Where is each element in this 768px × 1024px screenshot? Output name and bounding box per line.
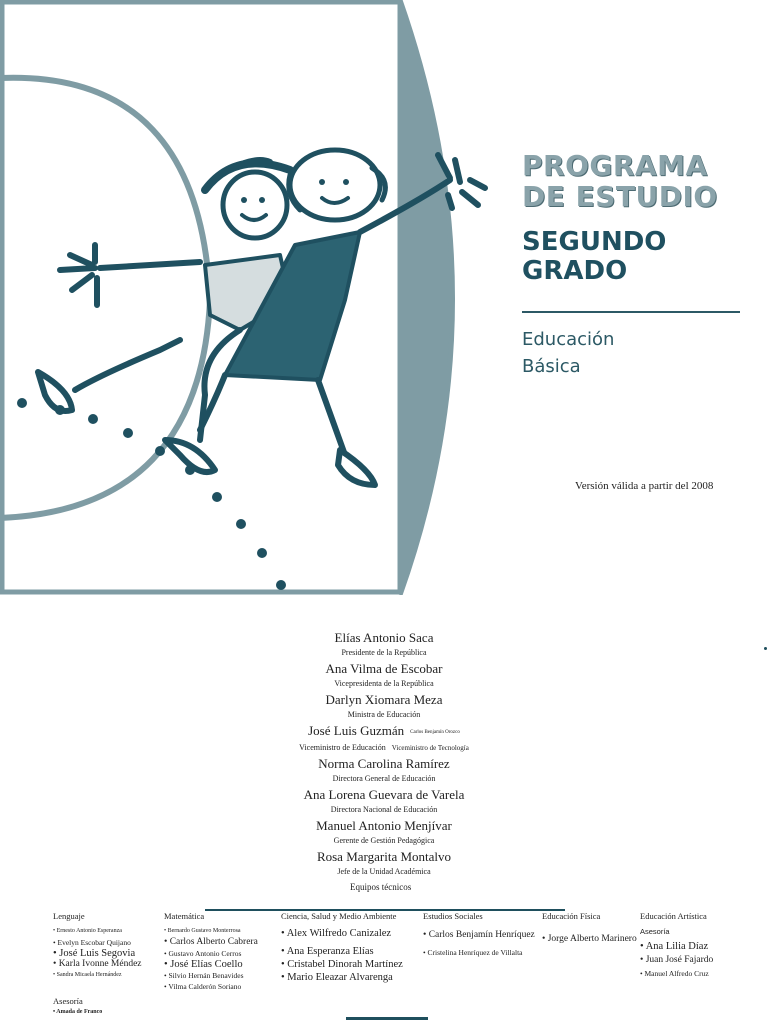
program-title [522, 150, 718, 212]
credit-role: Ministra de Educación [347, 710, 421, 719]
credit-role: Presidente de la República [341, 648, 427, 657]
credit-name: Elías Antonio Saca [334, 630, 434, 645]
team-member: • Carlos Alberto Cabrera [164, 937, 258, 947]
team-member: • Carlos Benjamín Henríquez [423, 930, 535, 940]
team-member: • Ana Esperanza Elías [281, 946, 374, 957]
team-title: Matemática [164, 911, 205, 921]
team-member: • Evelyn Escobar Quijano [53, 938, 131, 947]
team-member: • Ana Lilia Díaz [640, 941, 709, 952]
team-member: • Mario Eleazar Alvarenga [281, 972, 393, 983]
team-fisica [542, 910, 637, 952]
credit-role: Viceministro de Educación [299, 742, 386, 752]
credit-name: Ana Vilma de Escobar [325, 661, 443, 676]
team-title: Estudios Sociales [423, 911, 483, 921]
team-lenguaje [53, 910, 142, 1018]
credit-role: Gerente de Gestión Pedagógica [333, 835, 435, 845]
team-member: • Karla Ivonne Méndez [53, 959, 142, 969]
team-matematica [164, 910, 258, 992]
team-member: • Manuel Alfredo Cruz [640, 969, 709, 978]
footprint-dots [17, 398, 286, 590]
credit-role: Vicepresidenta de la República [334, 679, 434, 688]
credit-name: Ana Lorena Guevara de Varela [303, 786, 465, 802]
education-level [522, 326, 614, 380]
team-member: • Juan José Fajardo [640, 955, 714, 965]
grade-line-2: GRADO [522, 256, 628, 286]
team-title: Lenguaje [53, 911, 85, 921]
footer-rule [346, 1017, 428, 1020]
credit-name: Darlyn Xiomara Meza [325, 692, 443, 707]
credit-role: Directora General de Educación [332, 773, 436, 783]
team-ciencia [281, 910, 403, 984]
team-title: Educación Artística [640, 911, 707, 921]
credit-name-row [194, 723, 574, 740]
title-line-2: DE ESTUDIO [522, 180, 718, 213]
team-member: • Bernardo Gustavo Monterrosa [164, 928, 241, 934]
team-member: • Cristelina Henríquez de Villalta [423, 948, 523, 957]
credits-list [194, 630, 574, 880]
team-title: Ciencia, Salud y Medio Ambiente [281, 911, 397, 921]
team-title: Asesoría [53, 996, 83, 1006]
team-member: • Vilma Calderón Soriano [164, 982, 242, 991]
team-member: • Gustavo Antonio Cerros [164, 949, 242, 958]
grade-line-1: SEGUNDO [522, 227, 667, 257]
team-member: • José Luis Segovia [53, 948, 136, 959]
title-divider [522, 311, 740, 313]
level-line-1: Educación [522, 329, 615, 350]
team-member: • Sandra Micaela Hernández [53, 972, 122, 978]
margin-dot [764, 647, 767, 650]
credit-entry [194, 630, 574, 661]
team-subtitle: Asesoría [640, 927, 670, 936]
version-note: Versión válida a partir del 2008 [575, 480, 714, 492]
credit-role-row [194, 740, 574, 756]
credit-entry [194, 756, 574, 787]
team-artistica [640, 910, 713, 980]
team-member: • José Elías Coello [164, 959, 243, 970]
team-member: • Alex Wilfredo Canizalez [281, 928, 392, 939]
credit-side-name: Carlos Benjamín Orozco [410, 729, 460, 735]
team-member: • Cristabel Dinorah Martínez [281, 959, 403, 970]
team-member: • Silvio Hernán Benavides [164, 971, 244, 980]
credit-entry [194, 723, 574, 756]
level-line-2: Básica [522, 356, 581, 377]
credit-entry [194, 692, 574, 723]
credit-name: José Luis Guzmán [308, 723, 405, 738]
credit-role: Directora Nacional de Educación [330, 804, 438, 814]
credit-name: Norma Carolina Ramírez [318, 755, 450, 771]
credit-side-role: Viceministro de Tecnología [391, 743, 469, 752]
credit-entry [194, 849, 574, 880]
credit-entry [194, 661, 574, 692]
grade-title [522, 228, 666, 286]
credit-name: Rosa Margarita Montalvo [316, 848, 452, 864]
credit-role: Jefe de la Unidad Académica [337, 866, 431, 876]
teams-title: Equipos técnicos [350, 882, 412, 892]
team-member: • Jorge Alberto Marinero [542, 934, 637, 944]
team-member: • Ernesto Antonio Esperanza [53, 928, 122, 934]
team-sociales [423, 910, 535, 962]
credit-name: Manuel Antonio Menjívar [316, 817, 452, 833]
credit-entry [194, 787, 574, 818]
team-title: Educación Física [542, 911, 601, 921]
credit-entry [194, 818, 574, 849]
title-line-1: PROGRAMA [522, 149, 708, 182]
team-member: • Amada de Franco [53, 1009, 103, 1015]
